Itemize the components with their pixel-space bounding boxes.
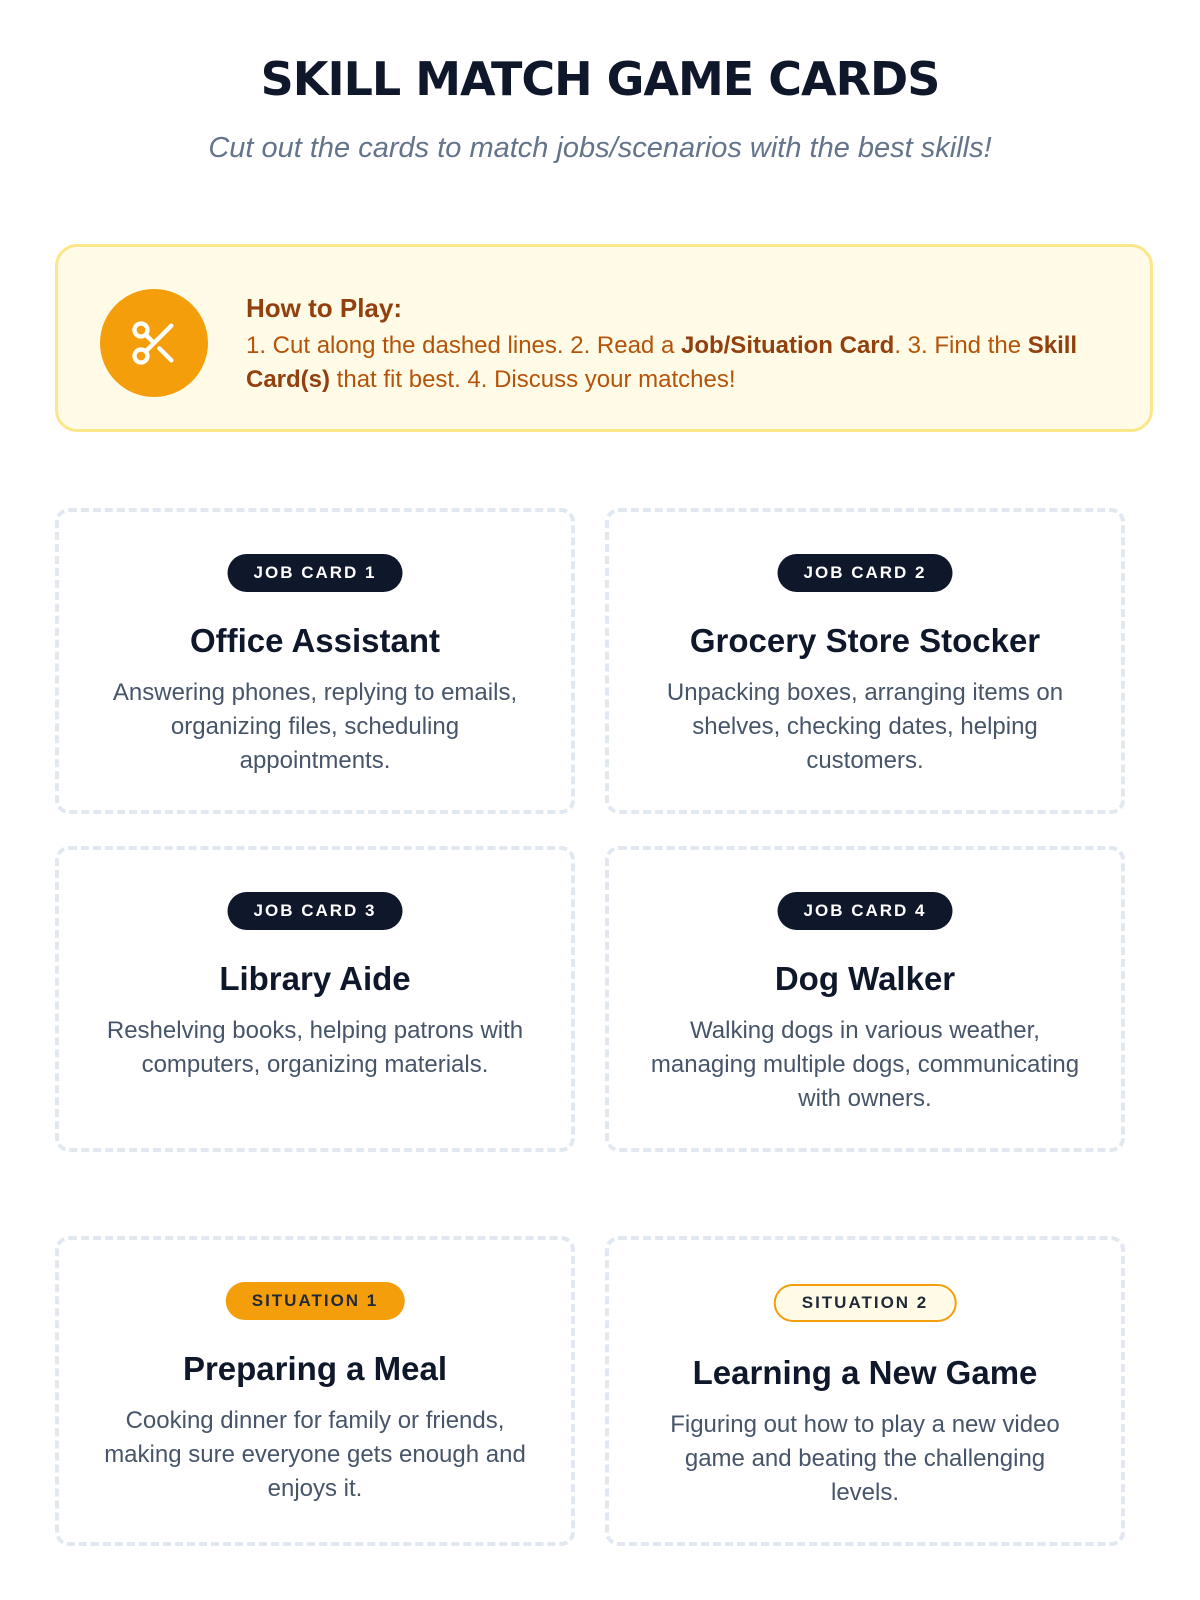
card-title: Learning a New Game — [692, 1354, 1038, 1391]
card-badge: SITUATION 1 — [226, 1282, 405, 1320]
card-badge: JOB CARD 1 — [228, 554, 403, 592]
card-title: Library Aide — [219, 960, 411, 997]
how-to-play-heading: How to Play: — [246, 293, 403, 323]
situation-card — [55, 1236, 575, 1546]
how-to-play-instructions: 1. Cut along the dashed lines. 2. Read a Job/Situation Card. 3. Find the Skill Card(s) that fit best. 4. Discuss your matches! — [246, 332, 1078, 393]
card-title: Dog Walker — [774, 960, 956, 997]
page-subtitle: Cut out the cards to match jobs/scenarios with the best skills! — [208, 132, 992, 164]
card-title: Preparing a Meal — [182, 1350, 448, 1387]
card-title: Office Assistant — [189, 622, 440, 659]
card-title: Grocery Store Stocker — [689, 622, 1041, 659]
card-description: Reshelving books, helping patrons with computers, organizing materials. — [106, 1017, 524, 1078]
job-card — [55, 846, 575, 1152]
card-badge: JOB CARD 2 — [778, 554, 953, 592]
card-description: Walking dogs in various weather, managing multiple dogs, communicating with owners. — [650, 1017, 1080, 1112]
card-badge: JOB CARD 3 — [228, 892, 403, 930]
card-description: Cooking dinner for family or friends, making sure everyone gets enough and enjoys it. — [104, 1407, 526, 1502]
card-badge: SITUATION 2 — [774, 1284, 957, 1322]
how-to-play-panel — [55, 244, 1153, 432]
card-badge: JOB CARD 4 — [778, 892, 953, 930]
situation-card — [605, 1236, 1125, 1546]
job-card — [55, 508, 575, 814]
page-title: SKILL MATCH GAME CARDS — [260, 52, 940, 106]
card-description: Figuring out how to play a new video game and beating the challenging levels. — [670, 1411, 1060, 1506]
job-card — [605, 846, 1125, 1152]
card-description: Answering phones, replying to emails, organizing files, scheduling appointments. — [112, 679, 518, 774]
scissors-icon — [100, 289, 208, 397]
job-card — [605, 508, 1125, 814]
card-description: Unpacking boxes, arranging items on shelves, checking dates, helping customers. — [666, 679, 1064, 774]
